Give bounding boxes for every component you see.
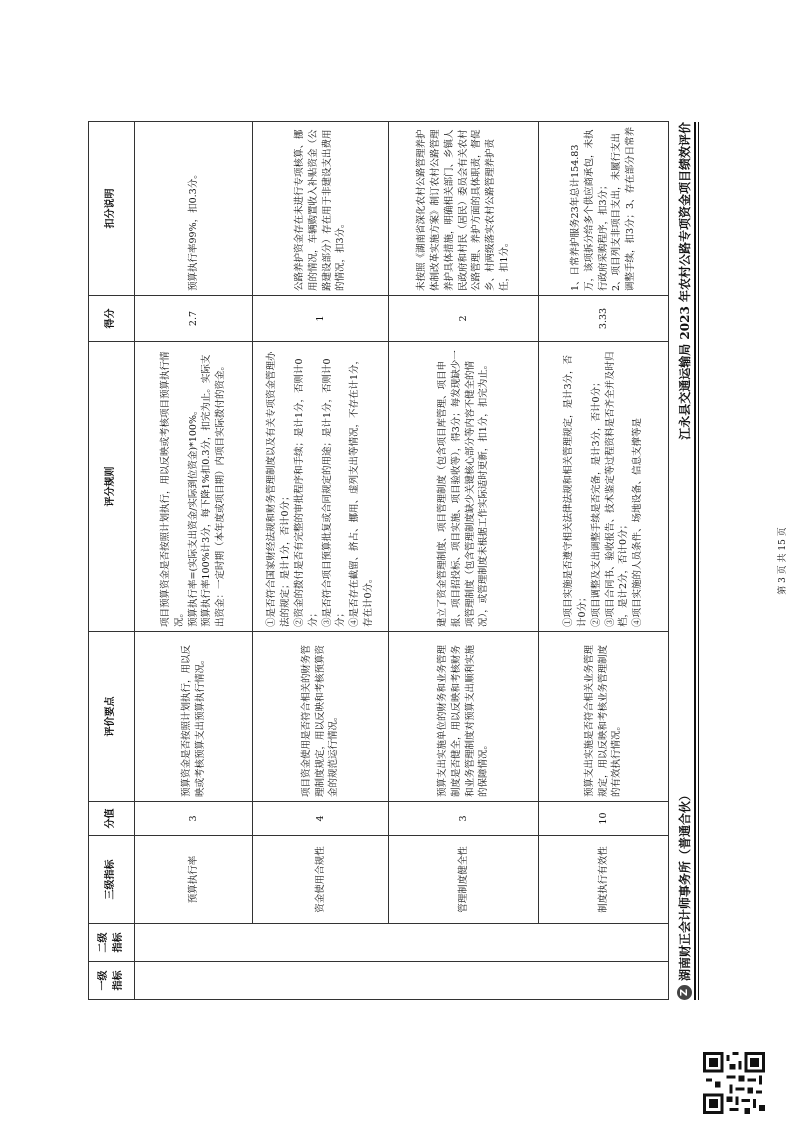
header-rule xyxy=(694,122,696,1000)
points-cell: 预算资金是否按照计划执行，用以反映或考核预算支出预算执行情况。 xyxy=(135,632,253,802)
evaluation-table xyxy=(88,121,669,1000)
deduct-cell: 预算执行率99%，扣0.3分。 xyxy=(135,122,253,296)
level3-cell: 预算执行率 xyxy=(135,836,253,924)
rules-cell: ①是否符合国家财经法规和财务管理制度以及有关专项资金管理办法的规定；是计1分，否计0分； ②资金的拨付是否有完整的审批程序和手续；是计1分，否则计0分； ③是否符合项目预算批复或合同规定的用途；是计1分，否则计0分； ④是否存在截留、挤占、挪用、虚列支出等情况，不存在计1分，存在计0分。 xyxy=(253,342,389,632)
header-level1: 一级 指标 xyxy=(89,962,135,1000)
score-cell: 2.7 xyxy=(135,296,253,342)
points-cell: 预算支出实施单位的财务和业务管理制度是否健全，用以反映和考核财务和业务管理制度对预算支出顺利实施的保障情况。 xyxy=(389,632,539,802)
firm-header xyxy=(676,789,693,1000)
header-weight: 分值 xyxy=(89,802,135,836)
table-header-row xyxy=(89,122,135,1000)
rules-cell: ①项目实施是否遵守相关法律法规和相关管理规定，是计3分，否计0分； ②项目调整及支出调整手续是否完备，是计3分，否计0分； ③项目合同书、验收报告、技术鉴定等过程资料是否齐全并及时归档，是计2分，否计0分； ④项目实施的人员条件、场地设备、信息支撑等是 xyxy=(539,342,669,632)
level3-cell: 制度执行有效性 xyxy=(539,836,669,924)
header-rules: 评分规则 xyxy=(89,342,135,632)
header-points: 评价要点 xyxy=(89,632,135,802)
firm-name: 湖南财正会计师事务所（普通合伙） xyxy=(678,788,692,981)
weight-cell: 10 xyxy=(539,802,669,836)
level3-cell: 管理制度健全性 xyxy=(389,836,539,924)
score-cell: 3.33 xyxy=(539,296,669,342)
deduct-cell: 未按照《湖南省深化农村公路管理养护体制改革实施方案》制订农村公路管理养护具体措施，明确相关部门、乡镇人民政府和村民（居民）委员会有关农村公路管理、养护方面的具体职责，督促乡、村两级落实农村公路管理养护责任，扣1分。 xyxy=(389,122,539,296)
weight-cell: 3 xyxy=(135,802,253,836)
level3-cell: 资金使用合规性 xyxy=(253,836,389,924)
table-row xyxy=(389,122,539,1000)
deduct-cell: 1、日常养护服务23年总计154.83万，该项拆分给多个供应商承包，未执行政府采购程序，扣3分； 2、项目列支非项目支出，未履行支出调整手续，扣3分；3、存在部分日常养 xyxy=(539,122,669,296)
points-cell: 预算支出实施是否符合相关业务管理规定，用以反映和考核业务管理制度的有效执行情况。 xyxy=(539,632,669,802)
table-row xyxy=(135,122,253,1000)
qr-code-icon xyxy=(703,1052,765,1114)
table-row xyxy=(253,122,389,1000)
score-cell: 2 xyxy=(389,296,539,342)
firm-logo-icon: Z xyxy=(677,985,692,1000)
level2-cell xyxy=(135,924,669,962)
page-number: 第 3 页 共 15 页 xyxy=(778,527,788,595)
report-title: 江永县交通运输局 2023 年农村公路专项资金项目绩效评价 xyxy=(678,122,692,440)
rules-cell: 项目预算资金是否按照计划执行，用以反映或考核项目预算执行情况。 预算执行率=(实际支出资金/实际到位资金)*100%。 预算执行率100%计3分，每下降1%扣0.3分，扣完为止。实际支出资金：一定时期（本年度或项目期）内项目实际拨付的资金。 xyxy=(135,342,253,632)
score-cell: 1 xyxy=(253,296,389,342)
deduct-cell: 公路养护资金存在未进行专项核算、挪用的情况，车辆购置收入补贴资金（公路建设部分）存在用于非建设支出费用的情况，扣3分。 xyxy=(253,122,389,296)
header-level3: 三级指标 xyxy=(89,836,135,924)
header-rule-thin xyxy=(698,122,699,1000)
header-deduct: 扣分说明 xyxy=(89,122,135,296)
level1-cell xyxy=(135,962,669,1000)
header-level2: 二级 指标 xyxy=(89,924,135,962)
header-score: 得分 xyxy=(89,296,135,342)
rules-cell: 建立了资金管理制度、项目管理制度（包含项目库管理、项目申报、项目招投标、项目实施、项目验收等），得3分；每发现缺少一项管理制度（包含管理制度缺少关键核心部分等内容不健全的情况），或管理制度未根据工作实际适时更新，扣1分，扣完为止。 xyxy=(389,342,539,632)
points-cell: 项目资金使用是否符合相关的财务管理制度规定，用以反映和考核预算资金的规范运行情况。 xyxy=(253,632,389,802)
table-row xyxy=(539,122,669,1000)
weight-cell: 3 xyxy=(389,802,539,836)
weight-cell: 4 xyxy=(253,802,389,836)
